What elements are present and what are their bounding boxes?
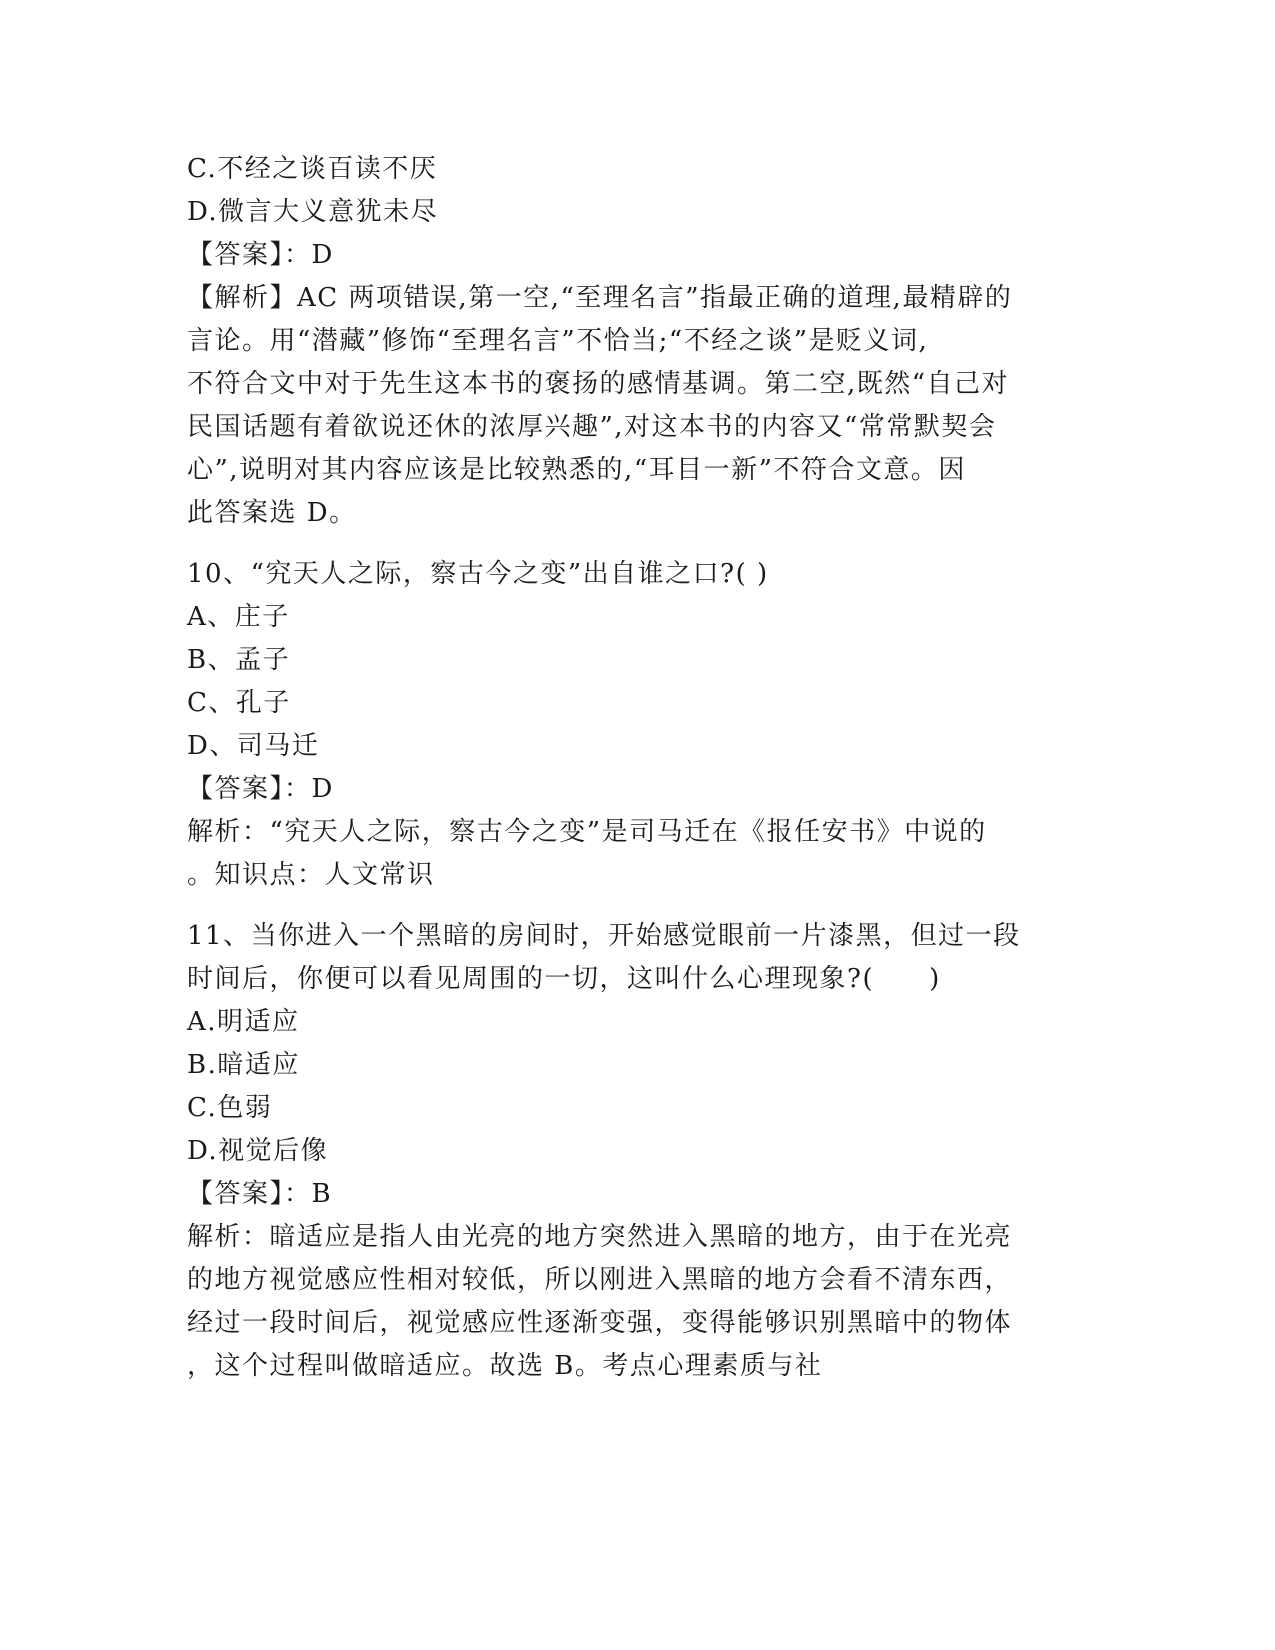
analysis-line: 民国话题有着欲说还休的浓厚兴趣”,对这本书的内容又“常常默契会 (187, 412, 997, 442)
answer-line: 【答案】：B (187, 1179, 333, 1209)
option-a: A、庄子 (187, 602, 290, 632)
analysis-line: 的地方视觉感应性相对较低，所以刚进入黑暗的地方会看不清东西， (187, 1265, 1013, 1295)
analysis-line: 此答案选 D。 (187, 498, 357, 528)
analysis-line: 。知识点：人文常识 (187, 860, 435, 890)
spacer (187, 535, 1087, 553)
option-d: D、司马迁 (187, 731, 320, 761)
document-page (187, 148, 1087, 1388)
answer-line: 【答案】：D (187, 774, 334, 804)
analysis-line: 解析：“究天人之际，察古今之变”是司马迁在《报任安书》中说的 (187, 817, 987, 847)
previous-question-continuation (187, 148, 1087, 535)
option-c: C、孔子 (187, 688, 291, 718)
analysis-line: ，这个过程叫做暗适应。故选 B。考点心理素质与社 (187, 1351, 823, 1381)
answer-line: 【答案】：D (187, 240, 334, 270)
option-b: B、孟子 (187, 645, 291, 675)
option-c: C.色弱 (187, 1093, 273, 1123)
question-stem: 11、当你进入一个黑暗的房间时，开始感觉眼前一片漆黑，但过一段 (187, 921, 1021, 951)
question-stem: 10、“究天人之际，察古今之变”出自谁之口?( ) (187, 559, 769, 589)
option-d: D.视觉后像 (187, 1136, 329, 1166)
analysis-line: 心”,说明对其内容应该是比较熟悉的,“耳目一新”不符合文意。因 (187, 455, 966, 485)
analysis-line: 【解析】AC 两项错误,第一空,“至理名言”指最正确的道理,最精辟的 (187, 283, 1013, 313)
option-a: A.明适应 (187, 1007, 300, 1037)
question-stem: 时间后，你便可以看见周围的一切，这叫什么心理现象?( ) (187, 964, 941, 994)
analysis-line: 解析：暗适应是指人由光亮的地方突然进入黑暗的地方，由于在光亮 (187, 1222, 1013, 1252)
question-10 (187, 553, 1087, 897)
option-d: D.微言大义意犹未尽 (187, 197, 439, 227)
analysis-line: 不符合文中对于先生这本书的褒扬的感情基调。第二空,既然“自己对 (187, 369, 1010, 399)
spacer (187, 897, 1087, 915)
option-c: C.不经之谈百读不厌 (187, 154, 438, 184)
analysis-line: 经过一段时间后，视觉感应性逐渐变强，变得能够识别黑暗中的物体 (187, 1308, 1013, 1338)
analysis-line: 言论。用“潜藏”修饰“至理名言”不恰当;“不经之谈”是贬义词, (187, 326, 929, 356)
option-b: B.暗适应 (187, 1050, 300, 1080)
question-11 (187, 915, 1087, 1388)
